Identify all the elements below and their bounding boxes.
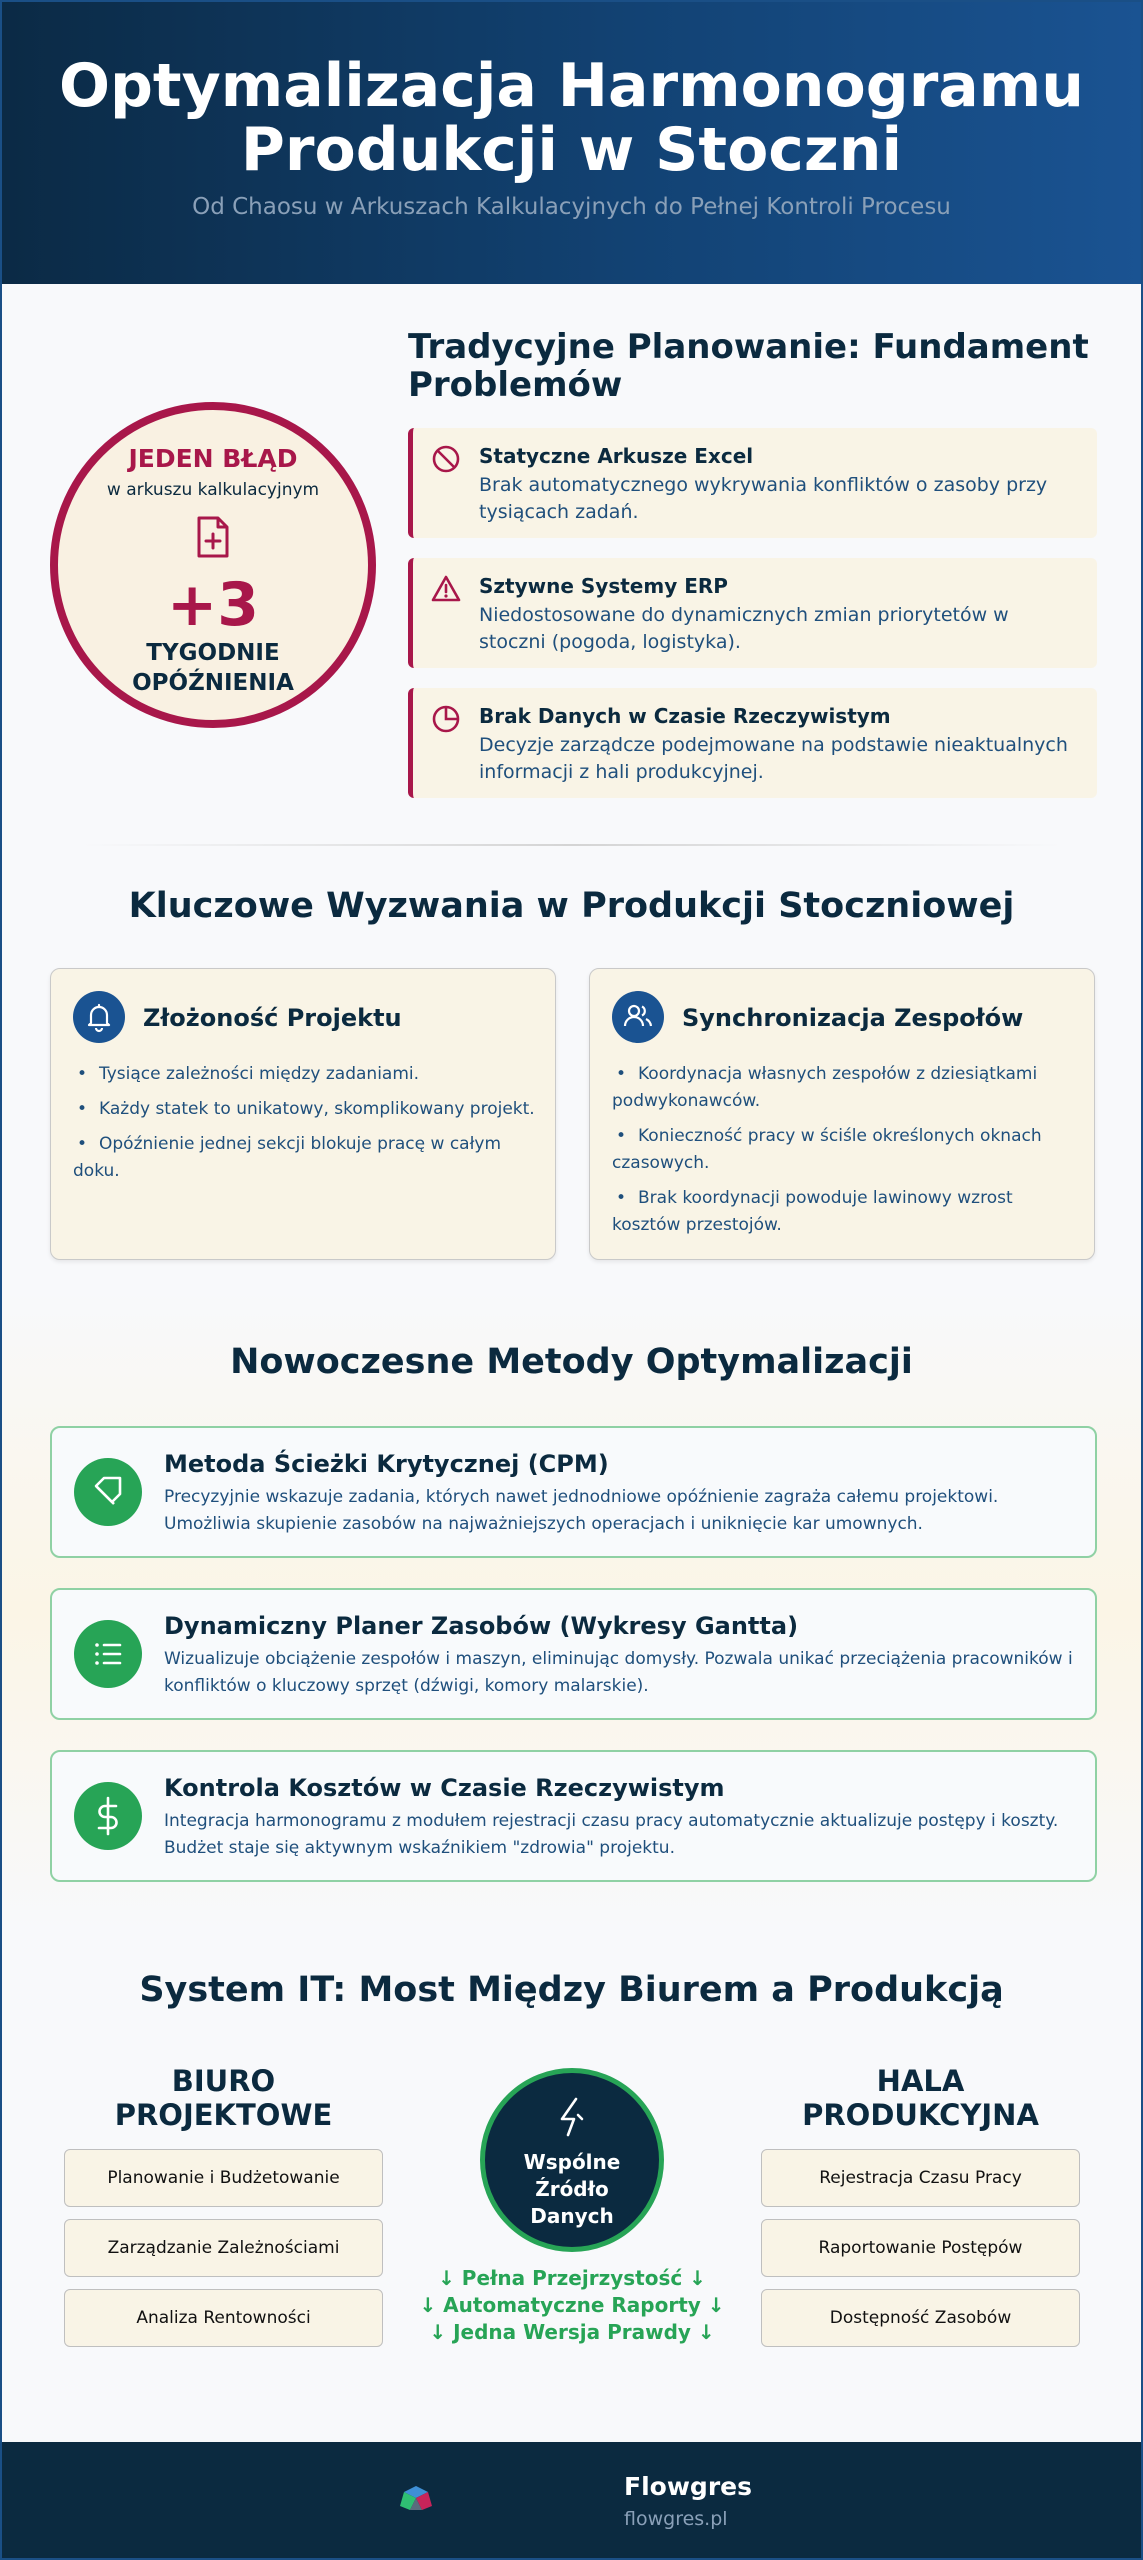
flowgres-logo-icon (396, 2480, 436, 2516)
error-stat-subtitle: w arkuszu kalkulacyjnym (106, 480, 320, 500)
methods-section-title: Nowoczesne Metody Optymalizacji (230, 1342, 913, 1382)
challenge-title: Złożoność Projektu (143, 1004, 402, 1032)
method-title: Kontrola Kosztów w Czasie Rzeczywistym (164, 1774, 725, 1802)
challenges-section-title: Kluczowe Wyzwania w Produkcji Stoczniowej (128, 886, 1015, 926)
bell-icon (73, 991, 125, 1043)
error-stat-title: JEDEN BŁĄD (128, 444, 298, 473)
office-item: Analiza Rentowności (64, 2289, 383, 2347)
error-stat-label-line1: TYGODNIE (146, 640, 280, 666)
problem-description: Decyzje zarządcze podejmowane na podstawie nieaktualnych informacji z hali produkcyjnej. (479, 734, 1068, 783)
office-title-line1: BIURO (171, 2064, 276, 2098)
file-plus-icon (195, 515, 231, 559)
ban-icon (431, 444, 461, 474)
method-description: Precyzyjnie wskazuje zadania, których nawet jednodniowe opóźnienie zagraża całemu projektowi. Umożliwia skupienie zasobów na najważniejszych operacjach i uniknięcie kar umownych. (164, 1487, 999, 1534)
problem-card-realtime (408, 688, 1097, 798)
error-stat-circle (50, 402, 376, 728)
problem-description: Brak automatycznego wykrywania konfliktów o zasoby przy tysiącach zadań. (479, 474, 1048, 523)
challenge-card-complexity (50, 968, 556, 1260)
shared-data-hub (480, 2068, 664, 2252)
production-item: Dostępność Zasobów (761, 2289, 1080, 2347)
list-item: • Brak koordynacji powoduje lawinowy wzrost kosztów przestojów. (612, 1185, 1082, 1239)
challenge-title: Synchronizacja Zespołów (682, 1004, 1024, 1032)
it-section-title: System IT: Most Między Biurem a Produkcją (139, 1970, 1004, 2010)
method-card-cpm (50, 1426, 1097, 1558)
problem-card-erp (408, 558, 1097, 668)
production-column-title (761, 2064, 1080, 2132)
production-title-line1: HALA (876, 2064, 965, 2098)
section-divider (82, 844, 1062, 846)
error-stat-value: +3 (166, 570, 260, 640)
challenge-card-synchronization (589, 968, 1095, 1260)
dollar-icon (74, 1782, 142, 1850)
office-title-line2: PROJEKTOWE (114, 2098, 333, 2132)
list-icon (74, 1620, 142, 1688)
page-subtitle: Od Chaosu w Arkuszach Kalkulacyjnych do Pełnej Kontroli Procesu (192, 194, 951, 220)
header-banner (2, 2, 1141, 284)
hub-label (485, 2149, 659, 2230)
tag-icon (74, 1458, 142, 1526)
office-column-title (64, 2064, 383, 2132)
error-stat-label (58, 638, 368, 698)
problem-title: Statyczne Arkusze Excel (479, 444, 754, 468)
office-item: Zarządzanie Zależnościami (64, 2219, 383, 2277)
page-title (2, 51, 1141, 185)
footer-brand: Flowgres (624, 2472, 752, 2501)
method-title: Metoda Ścieżki Krytycznej (CPM) (164, 1450, 609, 1478)
page-title-line1: Optymalizacja Harmonogramu (58, 51, 1085, 121)
footer-url-link[interactable]: flowgres.pl (624, 2508, 728, 2530)
problem-card-excel (408, 428, 1097, 538)
problem-title: Sztywne Systemy ERP (479, 574, 728, 598)
office-item: Planowanie i Budżetowanie (64, 2149, 383, 2207)
method-description: Wizualizuje obciążenie zespołów i maszyn, eliminując domysły. Pozwala unikać przeciążenia pracowników i konfliktów o kluczowy sprzęt (dźwigi, komory malarskie). (164, 1649, 1073, 1696)
production-item: Rejestracja Czasu Pracy (761, 2149, 1080, 2207)
pie-chart-icon (431, 704, 461, 734)
method-title: Dynamiczny Planer Zasobów (Wykresy Gantta) (164, 1612, 799, 1640)
problem-title: Brak Danych w Czasie Rzeczywistym (479, 704, 891, 728)
footer (2, 2442, 1141, 2560)
list-item: • Opóźnienie jednej sekcji blokuje pracę w całym doku. (73, 1131, 543, 1185)
method-description: Integracja harmonogramu z modułem rejestracji czasu pracy automatycznie aktualizuje postępy i koszty. Budżet staje się aktywnym wskaźnikiem "zdrowia" projektu. (164, 1811, 1059, 1858)
hub-label-line1: Wspólne (523, 2150, 621, 2174)
list-item: • Tysiące zależności między zadaniami. (73, 1061, 543, 1088)
production-item: Raportowanie Postępów (761, 2219, 1080, 2277)
problem-description: Niedostosowane do dynamicznych zmian priorytetów w stoczni (pogoda, logistyka). (479, 604, 1009, 653)
page-title-line2: Produkcji w Stoczni (240, 115, 903, 185)
lightning-icon (552, 2095, 592, 2139)
list-item: • Każdy statek to unikatowy, skomplikowany projekt. (73, 1096, 543, 1123)
method-card-costs (50, 1750, 1097, 1882)
benefit-reports: ↓ Automatyczne Raporty ↓ (419, 2293, 725, 2317)
benefit-transparency: ↓ Pełna Przejrzystość ↓ (438, 2266, 706, 2290)
hub-label-line3: Danych (530, 2204, 614, 2228)
warning-icon (431, 574, 461, 604)
method-card-gantt (50, 1588, 1097, 1720)
hub-label-line2: Źródło (535, 2177, 609, 2201)
error-stat-label-line2: OPÓŹNIENIA (132, 670, 294, 696)
list-item: • Koordynacja własnych zespołów z dziesiątkami podwykonawców. (612, 1061, 1082, 1115)
challenge-list (612, 1061, 1082, 1247)
benefit-single-truth: ↓ Jedna Wersja Prawdy ↓ (429, 2320, 715, 2344)
traditional-section-title: Tradycyjne Planowanie: Fundament Problemów (408, 327, 1089, 405)
users-icon (612, 991, 664, 1043)
challenge-list (73, 1061, 543, 1193)
list-item: • Konieczność pracy w ściśle określonych oknach czasowych. (612, 1123, 1082, 1177)
production-title-line2: PRODUKCYJNA (802, 2098, 1039, 2132)
